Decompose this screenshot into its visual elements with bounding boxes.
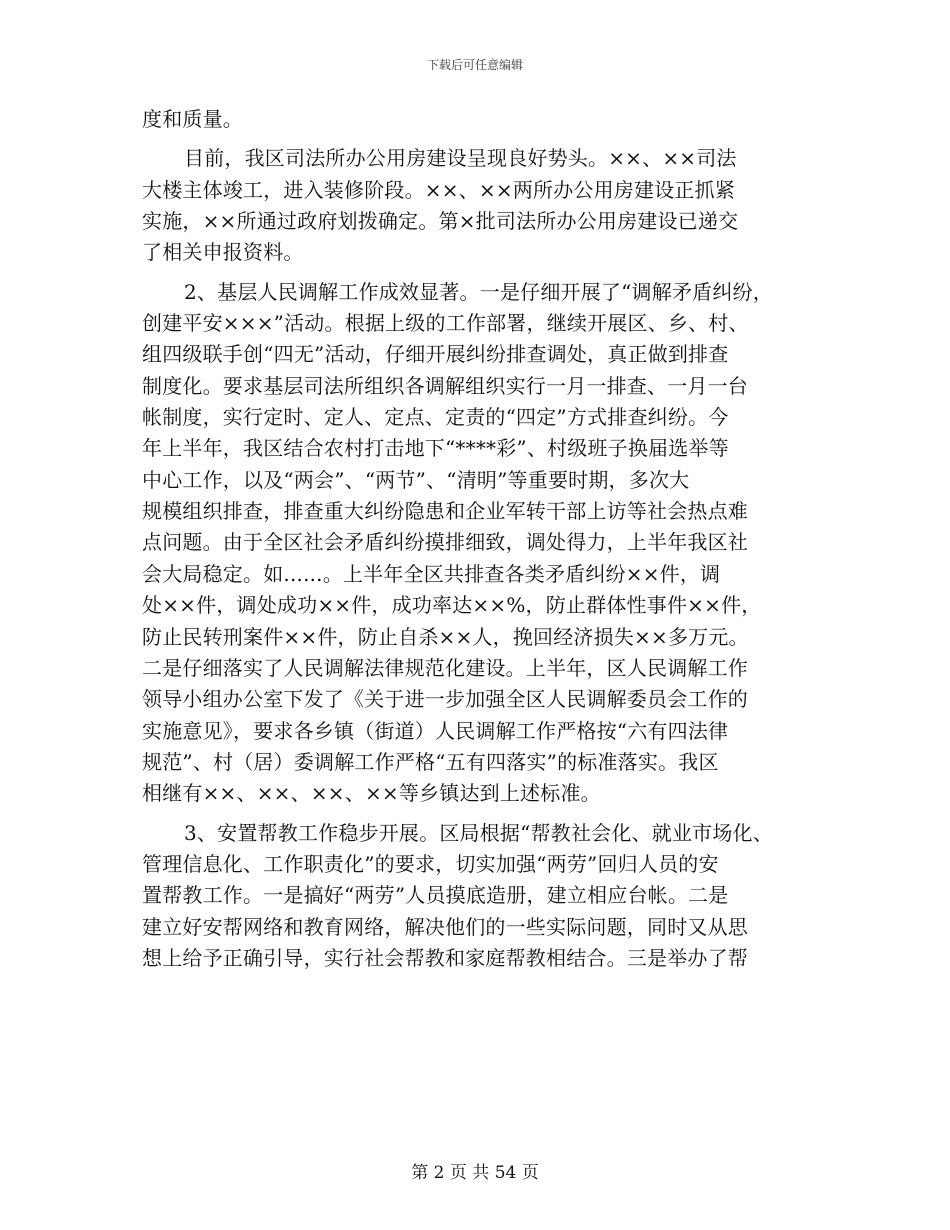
text-line: 帐制度，实行定时、定人、定点、定责的“四定”方式排查纠纷。今 (142, 405, 729, 430)
text-line: 目前，我区司法所办公用房建设呈现良好势头。××、××司法 (184, 146, 737, 171)
text-line: 2、基层人民调解工作成效显著。一是仔细开展了“调解矛盾纠纷， (184, 279, 773, 304)
text-line: 点问题。由于全区社会矛盾纠纷摸排细致，调处得力，上半年我区社 (142, 530, 748, 555)
text-line: 了相关申报资料。 (142, 240, 304, 265)
text-line: 组四级联手创“四无”活动，仔细开展纠纷排查调处，真正做到排查 (142, 342, 729, 367)
text-line: 创建平安×××”活动。根据上级的工作部署，继续开展区、乡、村、 (142, 311, 749, 336)
page-number: 第 2 页 共 54 页 (411, 1163, 539, 1183)
text-line: 3、安置帮教工作稳步开展。区局根据“帮教社会化、就业市场化、 (184, 820, 773, 845)
text-line: 建立好安帮网络和教育网络，解决他们的一些实际问题，同时又从思 (142, 914, 748, 939)
text-line: 防止民转刑案件××件，防止自杀××人，挽回经济损失××多万元。 (142, 624, 749, 649)
text-line: 领导小组办公室下发了《关于进一步加强全区人民调解委员会工作的 (142, 687, 748, 712)
text-line: 制度化。要求基层司法所组织各调解组织实行一月一排查、一月一台 (142, 373, 748, 398)
text-line: 实施，××所通过政府划拨确定。第×批司法所办公用房建设已递交 (142, 209, 739, 234)
text-line: 处××件，调处成功××件，成功率达××%，防止群体性事件××件， (142, 593, 762, 618)
text-line: 度和质量。 (142, 107, 243, 131)
text-line: 想上给予正确引导，实行社会帮教和家庭帮教相结合。三是举办了帮 (142, 945, 748, 970)
text-line: 会大局稳定。如......。上半年全区共排查各类矛盾纠纷××件，调 (142, 561, 721, 586)
text-line: 规范”、村（居）委调解工作严格“五有四落实”的标准落实。我区 (142, 749, 719, 774)
text-line: 二是仔细落实了人民调解法律规范化建设。上半年，区人民调解工作 (142, 655, 748, 680)
document-body (142, 104, 818, 974)
text-line: 相继有××、××、××、××等乡镇达到上述标准。 (142, 781, 601, 806)
text-line: 中心工作，以及“两会”、“两节”、“清明”等重要时期，多次大 (142, 467, 690, 492)
text-line: 规模组织排查，排查重大纠纷隐患和企业军转干部上访等社会热点难 (142, 499, 748, 524)
text-line: 置帮教工作。一是搞好“两劳”人员摸底造册，建立相应台帐。二是 (142, 883, 729, 908)
text-line: 管理信息化、工作职责化”的要求，切实加强“两劳”回归人员的安 (142, 851, 719, 876)
text-line: 实施意见》，要求各乡镇（街道）人民调解工作严格按“六有四法律 (142, 718, 729, 743)
text-line: 年上半年，我区结合农村打击地下“****彩”、村级班子换届选举等 (142, 436, 729, 461)
page-header: 下载后可任意编辑 (426, 58, 523, 72)
text-line: 大楼主体竣工，进入装修阶段。××、××两所办公用房建设正抓紧 (142, 177, 736, 202)
